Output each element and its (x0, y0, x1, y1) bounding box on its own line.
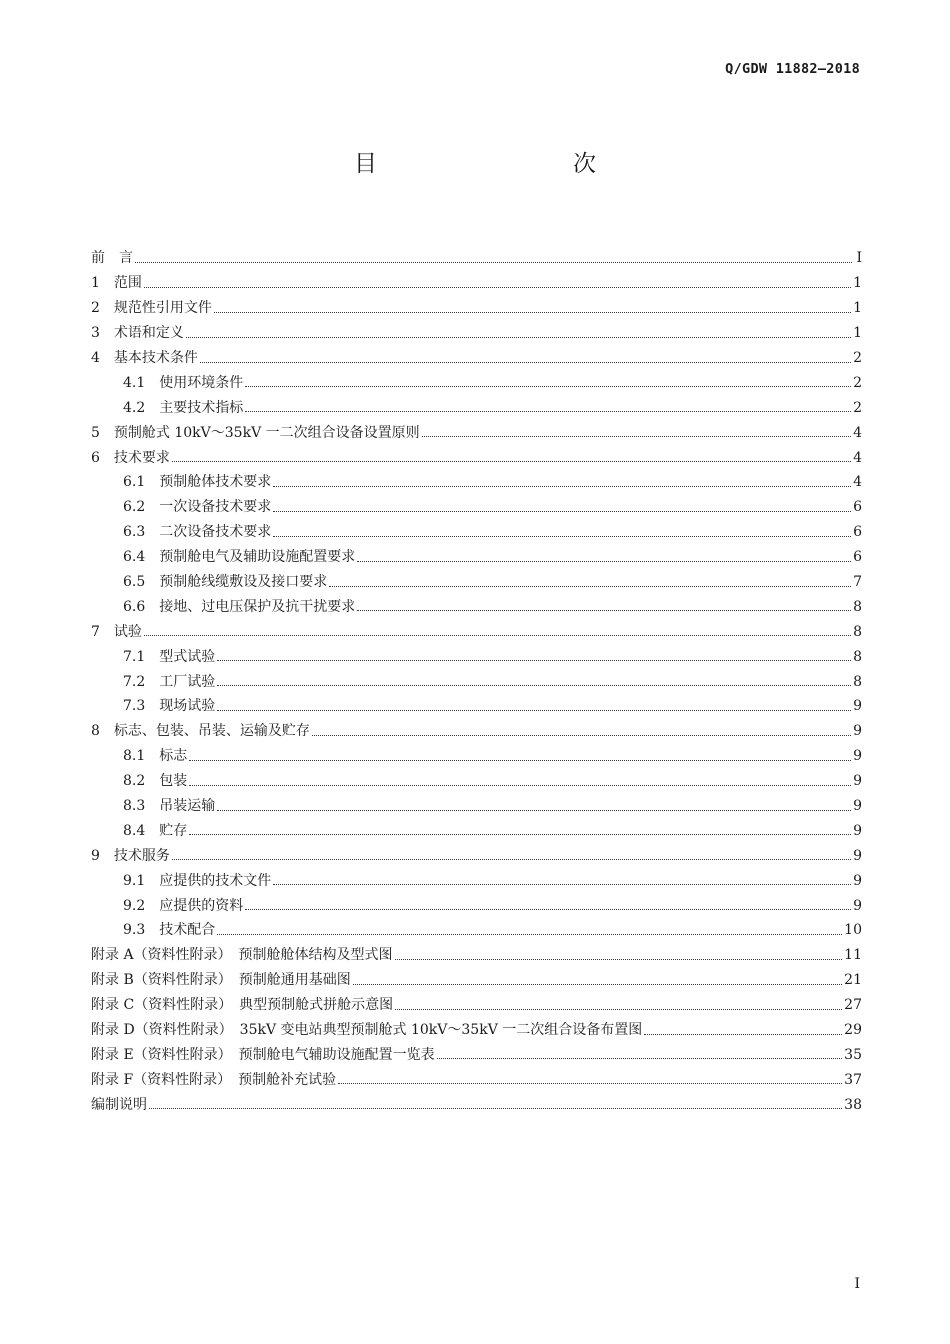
toc-entry-page: 4 (853, 474, 862, 491)
toc-entry-page: 38 (844, 1096, 862, 1113)
toc-entry-label: 8.1 标志 (123, 748, 188, 765)
toc-entry-page: 8 (853, 623, 862, 640)
toc-entry[interactable] (91, 1067, 862, 1092)
toc-entry-page: I (856, 250, 862, 267)
toc-entry-label: 6.6 接地、过电压保护及抗干扰要求 (123, 598, 356, 615)
toc-entry[interactable] (91, 470, 862, 495)
page-number: I (854, 1276, 860, 1292)
toc-entry[interactable] (91, 644, 862, 669)
toc-dot-leader (200, 362, 851, 363)
toc-entry[interactable] (91, 246, 862, 271)
toc-dot-leader (644, 1034, 842, 1035)
toc-entry-label: 8.2 包装 (123, 773, 188, 790)
toc-dot-leader (186, 337, 851, 338)
toc-entry-label: 前 言 (91, 250, 133, 267)
toc-entry-page: 1 (853, 300, 862, 317)
toc-entry-label: 附录 D（资料性附录） 35kV 变电站典型预制舱式 10kV～35kV 一二次组合设备布置图 (91, 1022, 643, 1039)
toc-entry[interactable] (91, 346, 862, 371)
page-title: 目 次 (354, 151, 646, 177)
toc-dot-leader (273, 884, 851, 885)
toc-entry[interactable] (91, 669, 862, 694)
toc-dot-leader (273, 511, 851, 512)
toc-entry[interactable] (91, 868, 862, 893)
toc-dot-leader (217, 710, 851, 711)
toc-entry-label: 3 术语和定义 (91, 325, 184, 342)
toc-entry[interactable] (91, 1092, 862, 1117)
toc-entry[interactable] (91, 968, 862, 993)
toc-dot-leader (329, 586, 851, 587)
toc-entry-label: 7 试验 (91, 623, 142, 640)
toc-dot-leader (245, 386, 851, 387)
toc-entry[interactable] (91, 594, 862, 619)
toc-entry-label: 6.3 二次设备技术要求 (123, 524, 272, 541)
toc-entry-label: 9.3 技术配合 (123, 922, 216, 939)
table-of-contents (91, 246, 862, 1117)
toc-entry-label: 2 规范性引用文件 (91, 300, 212, 317)
toc-entry-label: 4 基本技术条件 (91, 350, 198, 366)
toc-entry-label: 9.2 应提供的资料 (123, 897, 244, 914)
toc-entry-page: 21 (844, 972, 862, 989)
toc-entry-page: 9 (853, 748, 862, 765)
toc-dot-leader (217, 934, 842, 935)
toc-dot-leader (135, 262, 852, 263)
toc-entry-label: 1 范围 (91, 275, 142, 292)
toc-entry-page: 9 (853, 897, 862, 914)
toc-entry[interactable] (91, 395, 862, 420)
toc-entry[interactable] (91, 1043, 862, 1068)
toc-dot-leader (357, 610, 851, 611)
toc-entry-label: 6.2 一次设备技术要求 (123, 499, 272, 516)
toc-entry-page: 9 (853, 822, 862, 839)
toc-entry-page: 7 (853, 574, 862, 591)
toc-entry[interactable] (91, 794, 862, 819)
toc-entry[interactable] (91, 619, 862, 644)
toc-dot-leader (437, 1058, 843, 1059)
toc-entry-page: 2 (853, 374, 862, 391)
toc-entry-label: 7.1 型式试验 (123, 648, 216, 665)
toc-entry[interactable] (91, 495, 862, 520)
toc-entry[interactable] (91, 545, 862, 570)
toc-entry[interactable] (91, 370, 862, 395)
toc-entry-label: 5 预制舱式 10kV～35kV 一二次组合设备设置原则 (91, 424, 420, 441)
toc-entry-label: 6.1 预制舱体技术要求 (123, 474, 272, 491)
toc-dot-leader (189, 834, 851, 835)
toc-entry-page: 11 (844, 947, 862, 964)
toc-entry-page: 1 (853, 275, 862, 292)
toc-entry[interactable] (91, 943, 862, 968)
toc-entry-label: 7.3 现场试验 (123, 698, 216, 715)
toc-entry-page: 27 (844, 997, 862, 1014)
toc-dot-leader (217, 685, 851, 686)
toc-dot-leader (273, 486, 851, 487)
toc-entry-label: 9.1 应提供的技术文件 (123, 872, 272, 889)
toc-dot-leader (144, 635, 851, 636)
toc-entry[interactable] (91, 694, 862, 719)
toc-dot-leader (338, 1083, 842, 1084)
toc-entry[interactable] (91, 520, 862, 545)
toc-entry-page: 4 (853, 424, 862, 441)
toc-entry-label: 6.5 预制舱线缆敷设及接口要求 (123, 574, 328, 591)
toc-entry-label: 8.4 贮存 (123, 822, 188, 839)
toc-entry-page: 9 (853, 698, 862, 715)
toc-dot-leader (144, 287, 851, 288)
toc-dot-leader (312, 735, 851, 736)
toc-entry-page: 9 (853, 847, 862, 864)
toc-entry-page: 2 (853, 350, 862, 366)
toc-dot-leader (353, 984, 842, 985)
toc-entry-page: 8 (853, 648, 862, 665)
toc-entry-label: 6.4 预制舱电气及辅助设施配置要求 (123, 549, 356, 566)
toc-entry-page: 8 (853, 598, 862, 615)
toc-entry[interactable] (91, 420, 862, 445)
toc-entry[interactable] (91, 993, 862, 1018)
toc-entry[interactable] (91, 1018, 862, 1043)
toc-entry[interactable] (91, 918, 862, 943)
toc-dot-leader (172, 859, 851, 860)
toc-entry-page: 35 (844, 1046, 862, 1063)
toc-entry-page: 9 (853, 872, 862, 889)
toc-entry-page: 37 (844, 1071, 862, 1088)
toc-entry[interactable] (91, 445, 862, 470)
toc-dot-leader (189, 760, 851, 761)
toc-entry[interactable] (91, 271, 862, 296)
toc-dot-leader (172, 461, 851, 462)
toc-entry-page: 10 (844, 922, 862, 939)
toc-dot-leader (189, 785, 851, 786)
document-code: Q/GDW 11882—2018 (725, 61, 860, 77)
toc-entry-page: 9 (853, 723, 862, 740)
toc-dot-leader (217, 660, 851, 661)
toc-entry-page: 9 (853, 773, 862, 790)
toc-dot-leader (395, 959, 843, 960)
toc-entry-page: 6 (853, 499, 862, 516)
toc-entry[interactable] (91, 744, 862, 769)
toc-entry[interactable] (91, 893, 862, 918)
toc-entry-label: 7.2 工厂试验 (123, 673, 216, 690)
toc-dot-leader (214, 312, 851, 313)
toc-entry[interactable] (91, 719, 862, 744)
toc-dot-leader (422, 436, 851, 437)
toc-entry[interactable] (91, 570, 862, 595)
toc-entry[interactable] (91, 321, 862, 346)
toc-entry[interactable] (91, 769, 862, 794)
toc-entry-label: 9 技术服务 (91, 847, 170, 864)
toc-dot-leader (357, 561, 851, 562)
toc-entry-page: 6 (853, 524, 862, 541)
toc-dot-leader (217, 810, 851, 811)
toc-entry-page: 9 (853, 798, 862, 815)
toc-entry-label: 6 技术要求 (91, 449, 170, 466)
toc-entry-page: 29 (844, 1022, 862, 1039)
toc-dot-leader (395, 1009, 842, 1010)
toc-entry[interactable] (91, 818, 862, 843)
toc-entry-page: 2 (853, 399, 862, 416)
toc-entry-label: 附录 C（资料性附录） 典型预制舱式拼舱示意图 (91, 997, 394, 1014)
toc-entry-page: 8 (853, 673, 862, 690)
toc-entry[interactable] (91, 843, 862, 868)
toc-dot-leader (149, 1108, 842, 1109)
toc-entry-label: 4.1 使用环境条件 (123, 374, 244, 391)
toc-entry-label: 4.2 主要技术指标 (123, 399, 244, 416)
toc-entry-label: 附录 F（资料性附录） 预制舱补充试验 (91, 1071, 337, 1088)
toc-entry-label: 附录 B（资料性附录） 预制舱通用基础图 (91, 972, 351, 989)
toc-entry-page: 4 (853, 449, 862, 466)
toc-entry-label: 编制说明 (91, 1096, 147, 1113)
toc-entry-label: 8.3 吊装运输 (123, 798, 216, 815)
toc-entry-label: 8 标志、包装、吊装、运输及贮存 (91, 723, 310, 740)
toc-entry-page: 1 (853, 325, 862, 342)
toc-dot-leader (245, 909, 851, 910)
toc-entry-label: 附录 A（资料性附录） 预制舱舱体结构及型式图 (91, 947, 393, 964)
toc-entry-page: 6 (853, 549, 862, 566)
toc-dot-leader (273, 536, 851, 537)
toc-entry[interactable] (91, 296, 862, 321)
toc-entry-label: 附录 E（资料性附录） 预制舱电气辅助设施配置一览表 (91, 1046, 435, 1063)
toc-dot-leader (245, 411, 851, 412)
